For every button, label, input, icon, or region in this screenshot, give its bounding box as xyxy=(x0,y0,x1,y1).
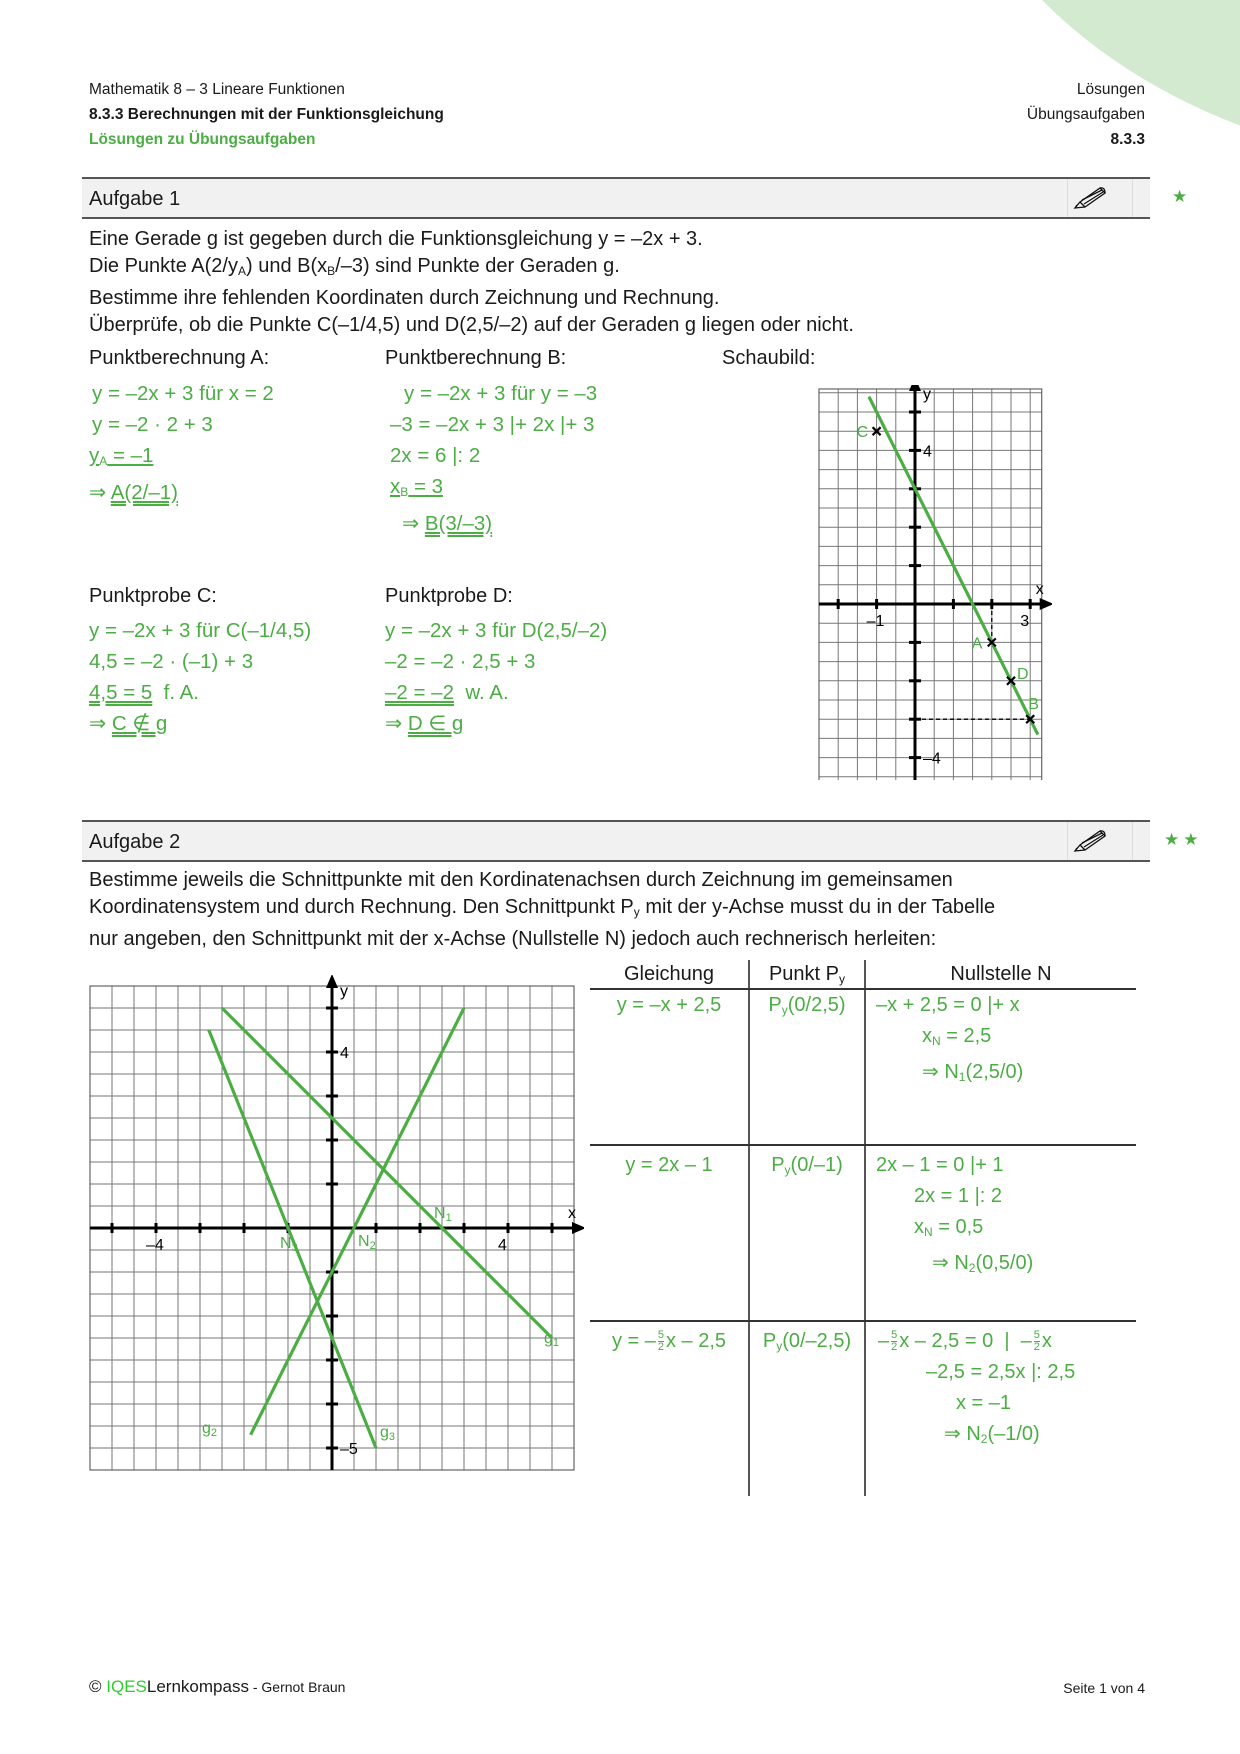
divider xyxy=(1132,179,1133,217)
task1-graph xyxy=(812,385,1052,780)
calc-line: –2 = –2 w. A. xyxy=(385,681,509,704)
probe-c-heading: Punktprobe C: xyxy=(89,585,217,607)
table-header-row xyxy=(590,960,1136,989)
divider xyxy=(1067,179,1068,217)
subject-line: Mathematik 8 – 3 Lineare Funktionen xyxy=(89,81,345,98)
line-label-g1: g1 xyxy=(544,1330,560,1349)
x-axis-label: x xyxy=(1035,581,1044,598)
calc-b-heading: Punktberechnung B: xyxy=(385,347,567,369)
line-g1 xyxy=(222,1008,552,1338)
calc-line: $x_B = 3$ xyxy=(390,475,444,499)
point-label-A: A xyxy=(971,635,983,653)
task2-text-line: Bestimme jeweils die Schnittpunkte mit den Kordinatenachsen durch Zeichnung im gemeinsamen xyxy=(89,869,953,891)
calc-result: ⇒ D ∈ g xyxy=(385,712,464,735)
task1-description xyxy=(89,226,854,339)
task1-text-line: Die Punkte $A(2/y_A)$ und $B(x_B/-3)$ sind Punkte der Geraden g. xyxy=(89,255,620,278)
x-axis-label: x xyxy=(568,1205,576,1222)
root-label-N2: N2 xyxy=(358,1233,376,1252)
table-row xyxy=(590,989,1136,1145)
header-right-line1: Lösungen xyxy=(1076,81,1145,98)
copyright-icon: © xyxy=(89,1677,102,1696)
task2-description xyxy=(89,867,995,953)
difficulty-stars: ★ xyxy=(1172,187,1192,206)
brand-lernkompass: Lernkompass xyxy=(146,1677,249,1696)
task2-title: Aufgabe 2 xyxy=(89,831,181,853)
page-number: Seite 1 von 4 xyxy=(1063,1680,1145,1696)
calc-result: ⇒ B(3/–3) xyxy=(402,512,493,535)
pencil-icon xyxy=(1072,185,1108,216)
solution-table xyxy=(590,960,1136,1496)
root-label-N1: N1 xyxy=(434,1205,452,1224)
author: - Gernot Braun xyxy=(248,1679,346,1695)
equation-cell: y = 2x – 1 xyxy=(590,1145,749,1321)
page-subtitle: Lösungen zu Übungsaufgaben xyxy=(89,131,316,148)
divider xyxy=(1132,822,1133,860)
root-cell: 2x – 1 = 0 |+ 1 2x = 1 |: 2 $x_N = 0,5$ ⇒ $N_2(0,5/0)$ xyxy=(865,1145,1136,1321)
root-cell: –x + 2,5 = 0 |+ x $x_N = 2,5$ ⇒ $N_1(2,5/0)$ xyxy=(865,989,1136,1145)
probe-c-solution xyxy=(89,615,311,739)
calc-line: 4,5 = –2 · (–1) + 3 xyxy=(89,650,254,673)
x-tick-label: –1 xyxy=(866,613,885,630)
line-label-g2: g2 xyxy=(202,1420,218,1439)
calc-line: –2 = –2 · 2,5 + 3 xyxy=(385,650,536,673)
x-tick-label: –4 xyxy=(146,1237,164,1254)
y-axis-label: y xyxy=(340,983,348,1000)
task2-text-line: nur angeben, den Schnittpunkt mit der x-Achse (Nullstelle N) jedoch auch rechnerisch herleiten: xyxy=(89,928,937,950)
root-cell: – $\frac{5}{2}$ x – 2,5 = 0 | – $\frac{5}{2}$ x –2,5 = 2,5x |: 2,5 x = –1 ⇒ $N_2(-1/0)$ xyxy=(878,1329,1076,1446)
header-right-line2: Übungsaufgaben xyxy=(1026,106,1145,123)
line-g2 xyxy=(251,1008,464,1435)
chapter-title: 8.3.3 Berechnungen mit der Funktionsgleichung xyxy=(89,106,444,123)
calc-line: –3 = –2x + 3 |+ 2x |+ 3 xyxy=(390,413,595,436)
task2-header xyxy=(82,820,1203,862)
equation-cell: y = – $\frac{5}{2}$ x – 2,5 xyxy=(590,1321,749,1496)
calc-line: y = –2x + 3 für x = 2 xyxy=(92,382,274,405)
y-axis-arrow xyxy=(909,385,921,391)
x-tick-label: 4 xyxy=(498,1237,507,1254)
probe-d-heading: Punktprobe D: xyxy=(385,585,513,607)
calc-line: y = –2x + 3 für C(–1/4,5) xyxy=(89,619,312,642)
y-tick-label: –4 xyxy=(923,750,941,768)
calc-line: y = –2 · 2 + 3 xyxy=(92,413,213,436)
task1-text-line: Bestimme ihre fehlenden Koordinaten durch Zeichnung und Rechnung. xyxy=(89,287,720,309)
page-header-right xyxy=(1027,77,1145,152)
line-g3 xyxy=(209,1030,376,1448)
divider xyxy=(1067,822,1068,860)
point-cell: $P_y(0/2,5)$ xyxy=(749,989,865,1145)
calc-a-solution xyxy=(89,378,274,508)
y-tick-label: 4 xyxy=(923,443,932,461)
brand-iqes: IQES xyxy=(106,1677,147,1696)
calc-a-heading: Punktberechnung A: xyxy=(89,347,270,369)
x-tick-label: 3 xyxy=(1020,613,1030,630)
table-row xyxy=(590,1145,1136,1321)
point-cell: $P_y(0/-2,5)$ xyxy=(749,1321,865,1496)
calc-result: ⇒ A(2/–1) xyxy=(89,481,178,504)
point-label-B: B xyxy=(1028,696,1039,714)
calc-line: 2x = 6 |: 2 xyxy=(390,444,481,467)
line-label-g3: g3 xyxy=(380,1424,396,1443)
col-header-gleichung: Gleichung xyxy=(590,960,749,989)
calc-line: 4,5 = 5 f. A. xyxy=(89,681,199,704)
graph-heading: Schaubild: xyxy=(722,347,816,369)
calc-b-solution xyxy=(390,378,597,539)
point-label-D: D xyxy=(1017,665,1029,683)
task1-header xyxy=(82,177,1192,219)
task1-text-line: Eine Gerade g ist gegeben durch die Funktionsgleichung y = –2x + 3. xyxy=(89,228,703,250)
col-header-nullstelle: Nullstelle N xyxy=(865,960,1136,989)
y-tick-label: 4 xyxy=(340,1045,349,1062)
point-label-C: C xyxy=(856,424,869,442)
task2-text-line: Koordinatensystem und durch Rechnung. Den Schnittpunkt $P_y$ mit der y-Achse musst du in der Tabelle xyxy=(89,896,996,919)
header-right-section: 8.3.3 xyxy=(1110,131,1145,148)
page-header xyxy=(89,77,444,152)
x-axis-arrow xyxy=(1040,598,1052,610)
difficulty-stars: ★★ xyxy=(1164,830,1203,849)
task2-graph xyxy=(84,975,584,1475)
col-header-punkt: Punkt $P_y$ xyxy=(749,960,865,989)
x-axis-arrow xyxy=(572,1222,584,1234)
footer-brand xyxy=(89,1677,345,1697)
root-label-N3: N3 xyxy=(280,1235,298,1254)
table-row xyxy=(590,1321,1136,1496)
task1-title: Aufgabe 1 xyxy=(89,188,181,210)
point-cell: $P_y(0/-1)$ xyxy=(749,1145,865,1321)
equation-cell: y = –x + 2,5 xyxy=(590,989,749,1145)
task1-text-line: Überprüfe, ob die Punkte C(–1/4,5) und D(2,5/–2) auf der Geraden g liegen oder nicht. xyxy=(89,314,854,336)
y-axis-arrow xyxy=(326,975,338,988)
y-axis-label: y xyxy=(923,385,931,403)
probe-d-solution xyxy=(385,615,607,739)
calc-result: ⇒ C ∉ g xyxy=(89,712,168,735)
calc-line: y = –2x + 3 für y = –3 xyxy=(404,382,598,405)
calc-line: y = –2x + 3 für D(2,5/–2) xyxy=(385,619,608,642)
pencil-icon xyxy=(1072,828,1108,859)
calc-line: $y_A = -1$ xyxy=(89,444,154,468)
y-tick-label: –5 xyxy=(340,1441,358,1458)
